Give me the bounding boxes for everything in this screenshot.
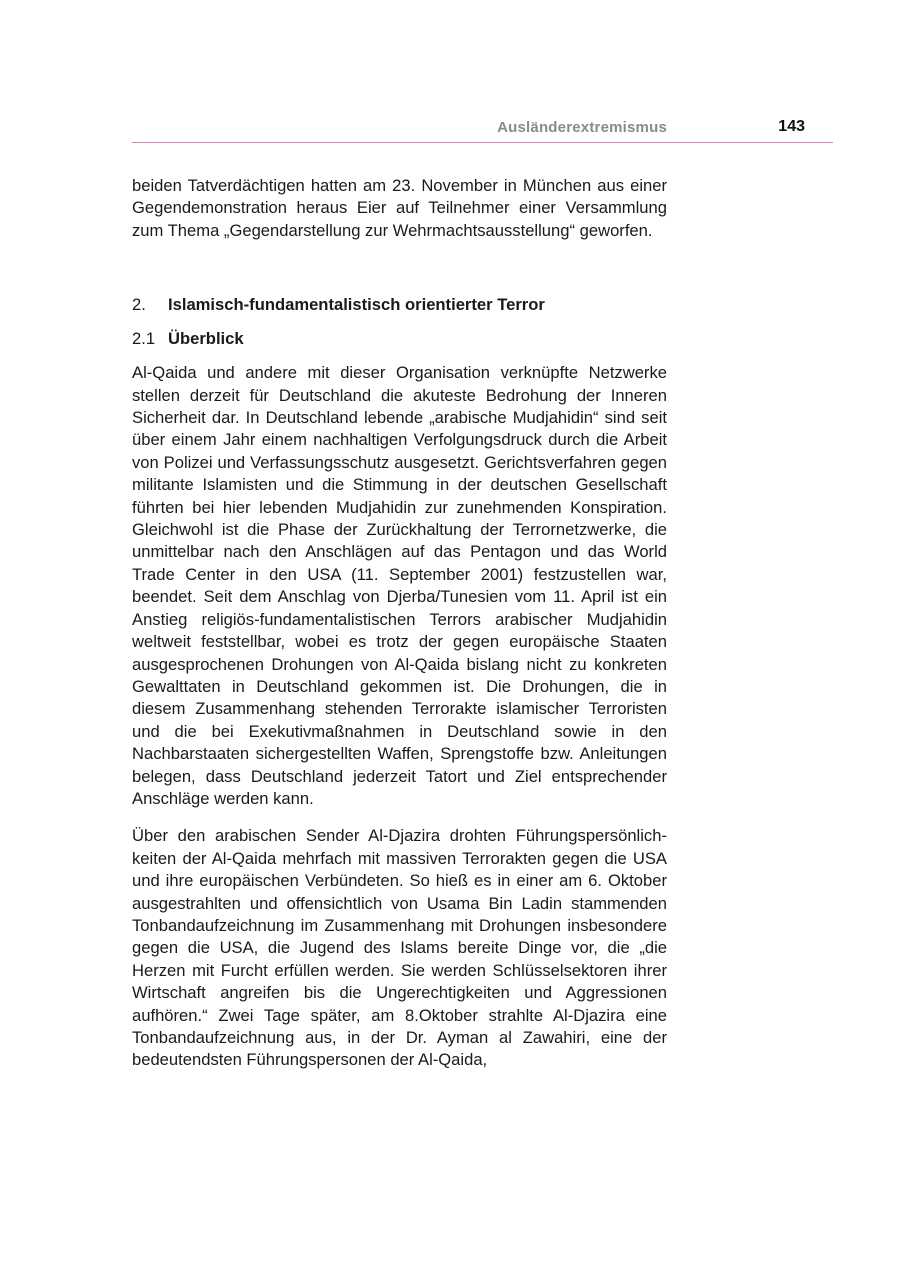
- running-title: Ausländerextremismus: [497, 119, 667, 136]
- continuation-paragraph: beiden Tatverdächtigen hatten am 23. November in München aus einer Gegendemonstration heraus Eier auf Teilnehmer einer Versammlung zum Thema „Gegendarstellung zur Wehrmachtsausstellung“ geworfen.: [132, 176, 667, 240]
- subsection-title: Überblick: [168, 329, 244, 349]
- page-number: 143: [778, 118, 805, 135]
- section-number: 2.: [132, 295, 146, 315]
- subsection-number: 2.1: [132, 329, 156, 349]
- body-text: [132, 175, 667, 1072]
- djazira-paragraph: Über den arabischen Sender Al-Djazira drohten Führungspersönlichkeiten der Al-Qaida mehrfach mit massiven Terrorakten gegen die USA und ihre europäischen Verbündeten. So hieß es in einer am 6. Oktober ausgestrahlten und offensichtlich von Usama Bin Ladin stammenden Tonbandaufzeichnung im Zusammenhang mit Drohungen insbesondere gegen die USA, die Jugend des Islams bereite Dinge vor, die „die Herzen mit Furcht erfüllen werden. Sie werden Schlüsselsektoren ihrer Wirtschaft angreifen bis die Ungerechtigkeiten und Aggressionen aufhören.“ Zwei Tage später, am 8.Oktober strahlte Al-Djazira eine Tonbandaufzeichnung aus, in der Dr. Ayman al Zawahiri, eine der bedeutendsten Führungspersonen der Al-Qaida,: [132, 826, 667, 1070]
- overview-paragraph: Al-Qaida und andere mit dieser Organisation verknüpfte Netzwerke stellen derzeit für Deutschland die akuteste Bedrohung der Inneren Sicherheit dar. In Deutschland lebende „arabische Mudjahidin“ sind seit über einem Jahr einem nachhaltigen Verfolgungsdruck durch die Arbeit von Polizei und Verfassungsschutz ausgesetzt. Gerichtsverfahren gegen militante Islamisten und die Stimmung in der deutschen Gesellschaft führten bei hier lebenden Mudjahidin zur zunehmenden Konspiration. Gleichwohl ist die Phase der Zurückhaltung der Terrornetzwerke, die unmittelbar nach den Anschlägen auf das Pentagon und das World Trade Center in den USA (11. September 2001) festzustellen war, beendet. Seit dem Anschlag von Djerba/Tunesien vom 11. April ist ein Anstieg religiös-fundamentalistischen Terrors arabischer Mudjahidin weltweit feststellbar, wobei es trotz der gegen europäische Staaten ausgesprochenen Drohungen von Al-Qaida bislang nicht zu konkreten Gewalttaten in Deutschland gekommen ist. Die Drohungen, die in diesem Zusammenhang stehenden Terrorakte islamischer Terroristen und die bei Exekutivmaßnahmen in Deutschland sowie in den Nachbarstaaten sichergestellten Waffen, Sprengstoffe bzw. Anleitungen belegen, dass Deutschland jederzeit Tatort und Ziel entsprechender Anschläge werden kann.: [132, 363, 667, 808]
- section-title: Islamisch-fundamentalistisch orientierter Terror: [168, 295, 545, 315]
- subsection-heading: [132, 328, 667, 350]
- section-heading: [132, 294, 667, 316]
- running-header: [132, 116, 833, 143]
